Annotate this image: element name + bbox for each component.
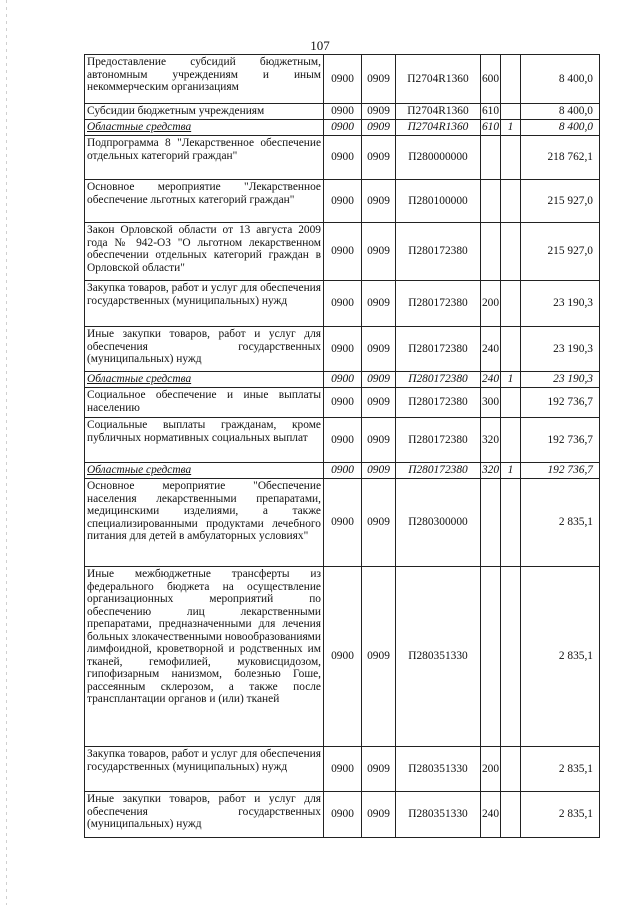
amount-cell: 192 736,7 — [521, 418, 600, 463]
code-b-cell: 0909 — [362, 281, 396, 327]
amount-cell: 192 736,7 — [521, 388, 600, 418]
amount-cell: 2 835,1 — [521, 792, 600, 838]
target-code-cell: П2704R1360 — [396, 120, 481, 136]
source-mark-cell — [501, 567, 521, 747]
amount-cell: 23 190,3 — [521, 372, 600, 388]
table-row — [85, 281, 600, 327]
target-code-cell: П280100000 — [396, 180, 481, 223]
table-row — [85, 104, 600, 120]
code-a-cell: 0900 — [324, 567, 362, 747]
row-name-cell: Закупка товаров, работ и услуг для обеспечения государственных (муниципальных) нужд — [85, 747, 324, 792]
expense-type-cell: 200 — [481, 747, 501, 792]
code-a-cell: 0900 — [324, 223, 362, 281]
code-a-cell: 0900 — [324, 104, 362, 120]
code-a-cell: 0900 — [324, 180, 362, 223]
table-row — [85, 388, 600, 418]
target-code-cell: П280172380 — [396, 463, 481, 479]
amount-cell: 215 927,0 — [521, 180, 600, 223]
expense-type-cell: 200 — [481, 281, 501, 327]
target-code-cell: П280351330 — [396, 792, 481, 838]
target-code-cell: П2704R1360 — [396, 104, 481, 120]
amount-cell: 23 190,3 — [521, 281, 600, 327]
target-code-cell: П280172380 — [396, 223, 481, 281]
budget-table-body — [85, 55, 600, 838]
source-mark-cell — [501, 479, 521, 567]
target-code-cell: П280172380 — [396, 388, 481, 418]
table-row — [85, 567, 600, 747]
row-name-cell: Закон Орловской области от 13 августа 2009 года № 942-ОЗ "О льготном лекарственном обеспечении отдельных категорий граждан в Орловской области" — [85, 223, 324, 281]
target-code-cell: П280351330 — [396, 747, 481, 792]
expense-type-cell: 240 — [481, 792, 501, 838]
expense-type-cell — [481, 136, 501, 180]
table-row — [85, 327, 600, 372]
source-mark-cell — [501, 327, 521, 372]
source-mark-cell: 1 — [501, 463, 521, 479]
code-a-cell: 0900 — [324, 747, 362, 792]
source-mark-cell — [501, 55, 521, 104]
table-row — [85, 120, 600, 136]
amount-cell: 2 835,1 — [521, 567, 600, 747]
target-code-cell: П280351330 — [396, 567, 481, 747]
code-a-cell: 0900 — [324, 792, 362, 838]
code-b-cell: 0909 — [362, 327, 396, 372]
row-name-cell: Основное мероприятие "Обеспечение населения лекарственными препаратами, медицинскими изделиями, а также специализированными продуктами лечебного питания для детей в амбулаторных условиях" — [85, 479, 324, 567]
code-a-cell: 0900 — [324, 120, 362, 136]
source-mark-cell — [501, 104, 521, 120]
budget-table — [84, 54, 600, 838]
table-row — [85, 372, 600, 388]
source-mark-cell — [501, 281, 521, 327]
row-name-cell: Областные средства — [85, 372, 324, 388]
code-b-cell: 0909 — [362, 104, 396, 120]
binding-edge — [6, 0, 7, 905]
source-mark-cell — [501, 136, 521, 180]
source-mark-cell — [501, 223, 521, 281]
row-name-cell: Социальное обеспечение и иные выплаты населению — [85, 388, 324, 418]
row-name-cell: Областные средства — [85, 120, 324, 136]
target-code-cell: П280000000 — [396, 136, 481, 180]
amount-cell: 215 927,0 — [521, 223, 600, 281]
expense-type-cell: 320 — [481, 463, 501, 479]
expense-type-cell: 240 — [481, 327, 501, 372]
code-b-cell: 0909 — [362, 463, 396, 479]
target-code-cell: П280172380 — [396, 372, 481, 388]
expense-type-cell: 610 — [481, 120, 501, 136]
code-b-cell: 0909 — [362, 223, 396, 281]
code-b-cell: 0909 — [362, 479, 396, 567]
code-b-cell: 0909 — [362, 372, 396, 388]
amount-cell: 8 400,0 — [521, 120, 600, 136]
code-a-cell: 0900 — [324, 479, 362, 567]
row-name-cell: Социальные выплаты гражданам, кроме публичных нормативных социальных выплат — [85, 418, 324, 463]
row-name-cell: Иные закупки товаров, работ и услуг для обеспечения государственных (муниципальных) нужд — [85, 327, 324, 372]
amount-cell: 192 736,7 — [521, 463, 600, 479]
row-name-cell: Предоставление субсидий бюджетным, автономным учреждениям и иным некоммерческим организациям — [85, 55, 324, 104]
source-mark-cell: 1 — [501, 372, 521, 388]
code-a-cell: 0900 — [324, 327, 362, 372]
expense-type-cell — [481, 223, 501, 281]
code-b-cell: 0909 — [362, 136, 396, 180]
target-code-cell: П280172380 — [396, 281, 481, 327]
source-mark-cell — [501, 792, 521, 838]
row-name-cell: Иные межбюджетные трансферты из федерального бюджета на осуществление организационных мероприятий по обеспечению лиц лекарственными препаратами, предназначенными для лечения больных злокачественными новообразованиями лимфоидной, кроветворной и родственных им тканей, гемофилией, муковисцидозом, гипофизарным нанизмом, болезнью Гоше, рассеянным склерозом, а также после трансплантации органов и (или) тканей — [85, 567, 324, 747]
source-mark-cell: 1 — [501, 120, 521, 136]
row-name-cell: Закупка товаров, работ и услуг для обеспечения государственных (муниципальных) нужд — [85, 281, 324, 327]
code-b-cell: 0909 — [362, 120, 396, 136]
table-row — [85, 136, 600, 180]
code-b-cell: 0909 — [362, 388, 396, 418]
page-number: 107 — [310, 38, 330, 53]
budget-table-wrapper — [84, 54, 599, 838]
source-mark-cell — [501, 747, 521, 792]
expense-type-cell: 320 — [481, 418, 501, 463]
target-code-cell: П280172380 — [396, 418, 481, 463]
table-row — [85, 180, 600, 223]
row-name-cell: Субсидии бюджетным учреждениям — [85, 104, 324, 120]
table-row — [85, 463, 600, 479]
table-row — [85, 747, 600, 792]
code-a-cell: 0900 — [324, 372, 362, 388]
code-a-cell: 0900 — [324, 463, 362, 479]
code-a-cell: 0900 — [324, 55, 362, 104]
code-b-cell: 0909 — [362, 567, 396, 747]
source-mark-cell — [501, 388, 521, 418]
row-name-cell: Подпрограмма 8 "Лекарственное обеспечение отдельных категорий граждан" — [85, 136, 324, 180]
code-b-cell: 0909 — [362, 747, 396, 792]
amount-cell: 218 762,1 — [521, 136, 600, 180]
code-b-cell: 0909 — [362, 418, 396, 463]
code-a-cell: 0900 — [324, 281, 362, 327]
table-row — [85, 479, 600, 567]
code-a-cell: 0900 — [324, 418, 362, 463]
amount-cell: 2 835,1 — [521, 747, 600, 792]
row-name-cell: Основное мероприятие "Лекарственное обеспечение льготных категорий граждан" — [85, 180, 324, 223]
code-b-cell: 0909 — [362, 180, 396, 223]
target-code-cell: П2704R1360 — [396, 55, 481, 104]
row-name-cell: Иные закупки товаров, работ и услуг для обеспечения государственных (муниципальных) нужд — [85, 792, 324, 838]
code-a-cell: 0900 — [324, 388, 362, 418]
table-row — [85, 223, 600, 281]
source-mark-cell — [501, 418, 521, 463]
target-code-cell: П280172380 — [396, 327, 481, 372]
expense-type-cell — [481, 479, 501, 567]
expense-type-cell — [481, 567, 501, 747]
expense-type-cell: 610 — [481, 104, 501, 120]
amount-cell: 8 400,0 — [521, 55, 600, 104]
table-row — [85, 55, 600, 104]
table-row — [85, 792, 600, 838]
amount-cell: 8 400,0 — [521, 104, 600, 120]
expense-type-cell: 240 — [481, 372, 501, 388]
code-b-cell: 0909 — [362, 55, 396, 104]
amount-cell: 2 835,1 — [521, 479, 600, 567]
row-name-cell: Областные средства — [85, 463, 324, 479]
target-code-cell: П280300000 — [396, 479, 481, 567]
source-mark-cell — [501, 180, 521, 223]
expense-type-cell: 600 — [481, 55, 501, 104]
expense-type-cell: 300 — [481, 388, 501, 418]
code-b-cell: 0909 — [362, 792, 396, 838]
code-a-cell: 0900 — [324, 136, 362, 180]
amount-cell: 23 190,3 — [521, 327, 600, 372]
expense-type-cell — [481, 180, 501, 223]
table-row — [85, 418, 600, 463]
